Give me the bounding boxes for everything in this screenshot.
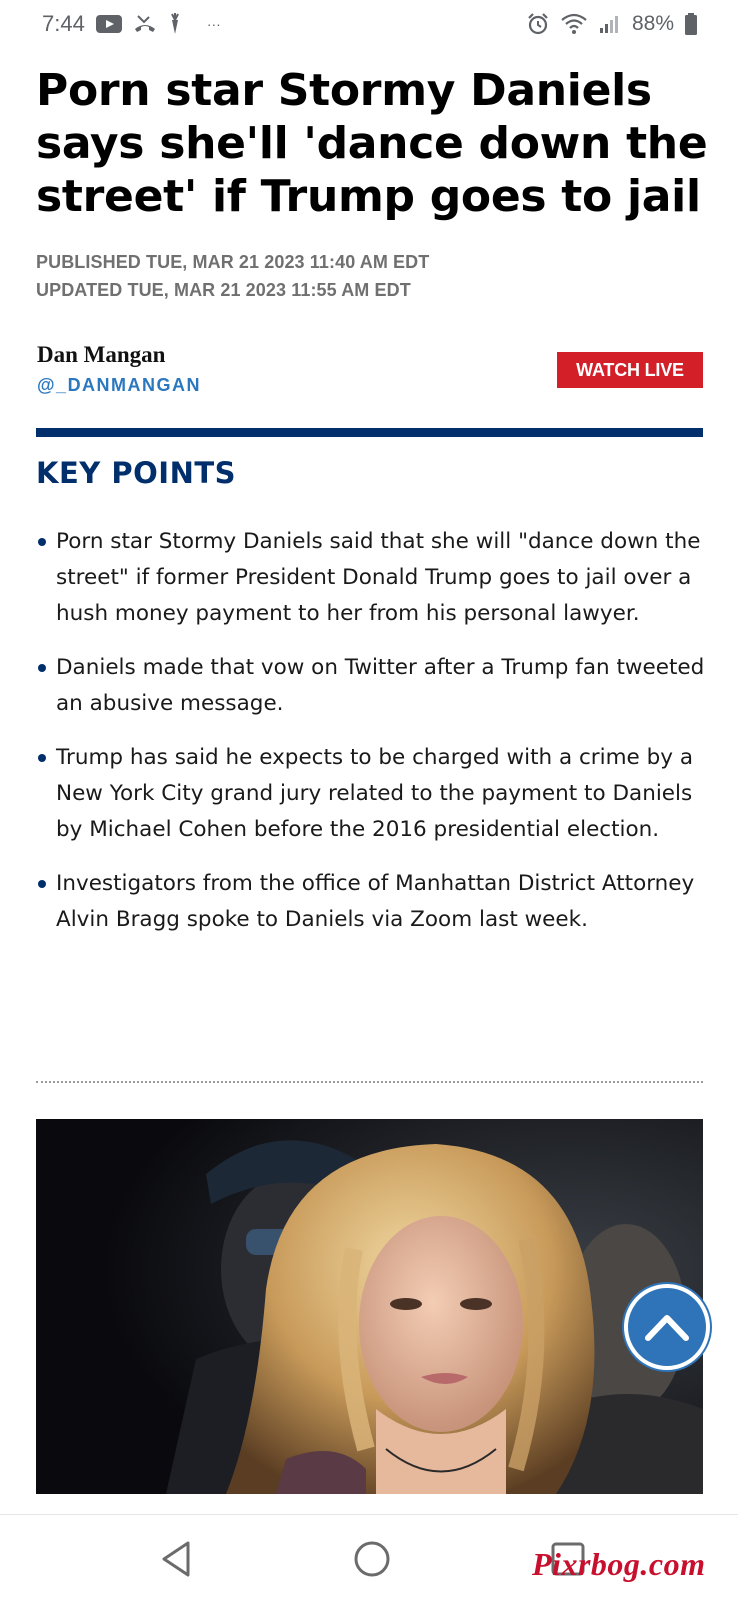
bullet-icon bbox=[38, 538, 46, 546]
back-button[interactable] bbox=[154, 1537, 198, 1581]
key-point-item bbox=[36, 866, 706, 938]
bullet-icon bbox=[38, 880, 46, 888]
status-bar-right bbox=[526, 12, 698, 36]
bullet-icon bbox=[38, 664, 46, 672]
watermark: Pixrbog.com bbox=[532, 1546, 706, 1582]
status-time: 7:44 bbox=[42, 11, 85, 36]
key-point-text: Trump has said he expects to be charged with a crime by a New York City grand jury related to the payment to Daniels by Michael Cohen before the 2016 presidential election. bbox=[56, 745, 694, 842]
youtube-icon bbox=[95, 13, 123, 35]
carrot-icon bbox=[167, 12, 183, 36]
home-circle-icon bbox=[352, 1539, 392, 1579]
watch-live-button[interactable]: WATCH LIVE bbox=[557, 352, 703, 388]
updated-date: UPDATED TUE, MAR 21 2023 11:55 AM EDT bbox=[36, 280, 411, 300]
key-points-list bbox=[36, 524, 706, 956]
home-button[interactable] bbox=[350, 1537, 394, 1581]
key-point-text: Porn star Stormy Daniels said that she will "dance down the street" if former President Donald Trump goes to jail over a hush money payment to her from his personal lawyer. bbox=[56, 529, 701, 626]
missed-call-icon bbox=[133, 13, 157, 35]
published-date: PUBLISHED TUE, MAR 21 2023 11:40 AM EDT bbox=[36, 252, 430, 272]
back-triangle-icon bbox=[158, 1539, 194, 1579]
key-point-item bbox=[36, 650, 706, 722]
photo-illustration bbox=[36, 1119, 703, 1494]
status-bar bbox=[0, 0, 738, 48]
article-dates bbox=[36, 248, 429, 304]
section-divider bbox=[36, 1081, 703, 1083]
more-notifications-icon: ··· bbox=[206, 16, 221, 32]
status-bar-left bbox=[42, 11, 221, 37]
key-point-text: Daniels made that vow on Twitter after a Trump fan tweeted an abusive message. bbox=[56, 655, 705, 716]
battery-icon bbox=[684, 12, 698, 36]
key-points-title: KEY POINTS bbox=[36, 456, 237, 490]
article-headline: Porn star Stormy Daniels says she'll 'dance down the street' if Trump goes to jail bbox=[36, 65, 708, 222]
key-point-item bbox=[36, 524, 706, 632]
wifi-icon bbox=[560, 13, 588, 35]
scroll-to-top-button[interactable] bbox=[624, 1284, 710, 1370]
bullet-icon bbox=[38, 754, 46, 762]
article-photo[interactable] bbox=[36, 1119, 703, 1494]
chevron-up-icon bbox=[644, 1312, 690, 1342]
key-point-text: Investigators from the office of Manhattan District Attorney Alvin Bragg spoke to Daniels via Zoom last week. bbox=[56, 871, 695, 932]
battery-percent: 88% bbox=[631, 12, 674, 35]
author-twitter-handle[interactable]: @_DANMANGAN bbox=[37, 375, 202, 395]
key-points-divider bbox=[36, 428, 703, 437]
alarm-icon bbox=[526, 12, 550, 36]
signal-icon bbox=[598, 13, 622, 35]
key-point-item bbox=[36, 740, 706, 848]
author-name[interactable]: Dan Mangan bbox=[37, 342, 166, 367]
